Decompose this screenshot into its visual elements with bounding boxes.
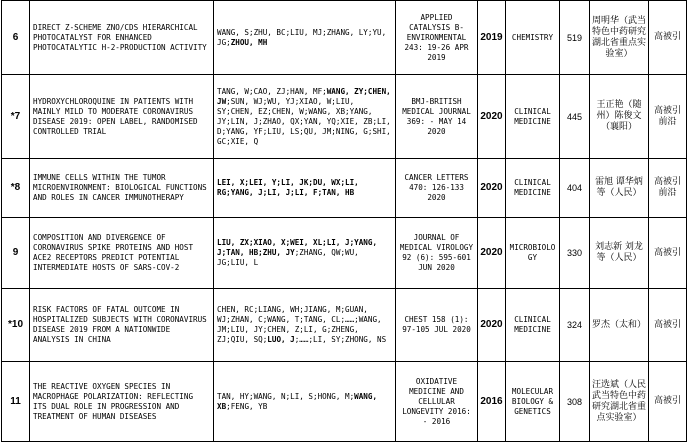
journal-source: CANCER LETTERS 470: 126-133 2020 bbox=[396, 159, 478, 218]
paper-tag: 高被引前沿 bbox=[649, 159, 687, 218]
table-row bbox=[2, 362, 687, 442]
journal-source: APPLIED CATALYSIS B-ENVIRONMENTAL 243: 19-26 APR 2019 bbox=[396, 1, 478, 75]
citation-count: 308 bbox=[560, 362, 590, 442]
authors-highlighted: WANG, ZY;CHEN, JW bbox=[217, 86, 391, 106]
paper-title: IMMUNE CELLS WITHIN THE TUMOR MICROENVIRONMENT: BIOLOGICAL FUNCTIONS AND ROLES IN CANCER IMMUNOTHERAPY bbox=[30, 159, 214, 218]
citation-count: 404 bbox=[560, 159, 590, 218]
paper-tag: 高被引 bbox=[649, 1, 687, 75]
institution: 罗杰（太和） bbox=[590, 289, 649, 362]
citation-count: 324 bbox=[560, 289, 590, 362]
institution: 王正艳（随州）陈俊文（襄阳） bbox=[590, 75, 649, 159]
row-number: *10 bbox=[2, 289, 30, 362]
subject-area: CHEMISTRY bbox=[506, 1, 560, 75]
authors-highlighted: LIU, ZX;XIAO, X;WEI, XL;LI, J;YANG, J;TAN, HB;ZHU, JY bbox=[217, 238, 378, 257]
publication-year: 2020 bbox=[478, 159, 506, 218]
table-row bbox=[2, 289, 687, 362]
institution: 周明华（武当特色中药研究湖北省重点实验室） bbox=[590, 1, 649, 75]
subject-area: CLINICAL MEDICINE bbox=[506, 289, 560, 362]
paper-tag: 高被引 bbox=[649, 362, 687, 442]
subject-area: CLINICAL MEDICINE bbox=[506, 159, 560, 218]
journal-source: BMJ-BRITISH MEDICAL JOURNAL 369: - MAY 14 2020 bbox=[396, 75, 478, 159]
journal-source: OXIDATIVE MEDICINE AND CELLULAR LONGEVITY 2016: - 2016 bbox=[396, 362, 478, 442]
authors-tail: ;ZHANG, QW;WU, JG;LIU, L bbox=[217, 248, 359, 267]
authors-plain: TAN, HY;WANG, N;LI, S;HONG, M; bbox=[217, 391, 355, 401]
authors bbox=[214, 362, 396, 442]
authors-tail: ;……;LI, SY;ZHONG, NS bbox=[294, 335, 387, 344]
subject-area: MOLECULAR BIOLOGY & GENETICS bbox=[506, 362, 560, 442]
authors-highlighted: WANG, XB bbox=[217, 391, 378, 411]
institution: 汪选斌（人民武当特色中药研究湖北省重点实验室） bbox=[590, 362, 649, 442]
paper-title: COMPOSITION AND DIVERGENCE OF CORONAVIRUS SPIKE PROTEINS AND HOST ACE2 RECEPTORS PREDICT POTENTIAL INTERMEDIATE HOSTS OF SARS-COV-2 bbox=[30, 218, 214, 289]
table-row bbox=[2, 1, 687, 75]
citation-count: 330 bbox=[560, 218, 590, 289]
publication-year: 2016 bbox=[478, 362, 506, 442]
authors-highlighted: ZHOU, MH bbox=[230, 37, 268, 47]
authors bbox=[214, 218, 396, 289]
paper-tag: 高被引 bbox=[649, 218, 687, 289]
row-number: *8 bbox=[2, 159, 30, 218]
authors bbox=[214, 1, 396, 75]
row-number: 9 bbox=[2, 218, 30, 289]
publication-year: 2020 bbox=[478, 75, 506, 159]
publication-year: 2020 bbox=[478, 218, 506, 289]
institution: 雷旭 谭华炳等（人民） bbox=[590, 159, 649, 218]
paper-title: RISK FACTORS OF FATAL OUTCOME IN HOSPITALIZED SUBJECTS WITH CORONAVIRUS DISEASE 2019 FROM A NATIONWIDE ANALYSIS IN CHINA bbox=[30, 289, 214, 362]
subject-area: CLINICAL MEDICINE bbox=[506, 75, 560, 159]
authors-tail: ;SUN, WJ;WU, YJ;XIAO, W;LIU, SY;CHEN, EZ;CHEN, W;WANG, XB;YANG, JY;LIN, J;ZHAO, QX;YAN, YQ;XIE, ZB;LI, D;YANG, YF;LIU, LS;QU, JM;NING, G;SHI, GC;XIE, Q bbox=[217, 96, 391, 146]
table-row bbox=[2, 218, 687, 289]
authors bbox=[214, 75, 396, 159]
table-row bbox=[2, 159, 687, 218]
row-number: 6 bbox=[2, 1, 30, 75]
publication-year: 2020 bbox=[478, 289, 506, 362]
row-number: 11 bbox=[2, 362, 30, 442]
authors-plain: WANG, S;ZHU, BC;LIU, MJ;ZHANG, LY;YU, JG; bbox=[217, 27, 387, 47]
authors-highlighted: LUO, J bbox=[267, 335, 295, 344]
publication-year: 2019 bbox=[478, 1, 506, 75]
table-row bbox=[2, 75, 687, 159]
authors bbox=[214, 159, 396, 218]
journal-source: JOURNAL OF MEDICAL VIROLOGY 92 (6): 595-601 JUN 2020 bbox=[396, 218, 478, 289]
paper-title: THE REACTIVE OXYGEN SPECIES IN MACROPHAGE POLARIZATION: REFLECTING ITS DUAL ROLE IN PROGRESSION AND TREATMENT OF HUMAN DISEASES bbox=[30, 362, 214, 442]
highly-cited-papers-table bbox=[1, 0, 687, 442]
authors-highlighted: LEI, X;LEI, Y;LI, JK;DU, WX;LI, RG;YANG, J;LI, J;LI, F;TAN, HB bbox=[217, 178, 359, 197]
institution: 刘志新 刘龙等（人民） bbox=[590, 218, 649, 289]
authors bbox=[214, 289, 396, 362]
citation-count: 519 bbox=[560, 1, 590, 75]
authors-plain: TANG, W;CAO, ZJ;HAN, MF; bbox=[217, 86, 327, 96]
paper-title: HYDROXYCHLOROQUINE IN PATIENTS WITH MAINLY MILD TO MODERATE CORONAVIRUS DISEASE 2019: OPEN LABEL, RANDOMISED CONTROLLED TRIAL bbox=[30, 75, 214, 159]
journal-source: CHEST 158 (1): 97-105 JUL 2020 bbox=[396, 289, 478, 362]
authors-plain: CHEN, RC;LIANG, WH;JIANG, M;GUAN, WJ;ZHAN, C;WANG, T;TANG, CL;……;WANG, JM;LIU, JY;CHEN, Z;LI, G;ZHENG, ZJ;QIU, SQ; bbox=[217, 305, 382, 344]
row-number: *7 bbox=[2, 75, 30, 159]
subject-area: MICROBIOLOGY bbox=[506, 218, 560, 289]
authors-tail: ;FENG, YB bbox=[226, 401, 268, 411]
paper-title: DIRECT Z-SCHEME ZNO/CDS HIERARCHICAL PHOTOCATALYST FOR ENHANCED PHOTOCATALYTIC H-2-PRODUCTION ACTIVITY bbox=[30, 1, 214, 75]
paper-tag: 高被引前沿 bbox=[649, 75, 687, 159]
citation-count: 445 bbox=[560, 75, 590, 159]
paper-tag: 高被引 bbox=[649, 289, 687, 362]
